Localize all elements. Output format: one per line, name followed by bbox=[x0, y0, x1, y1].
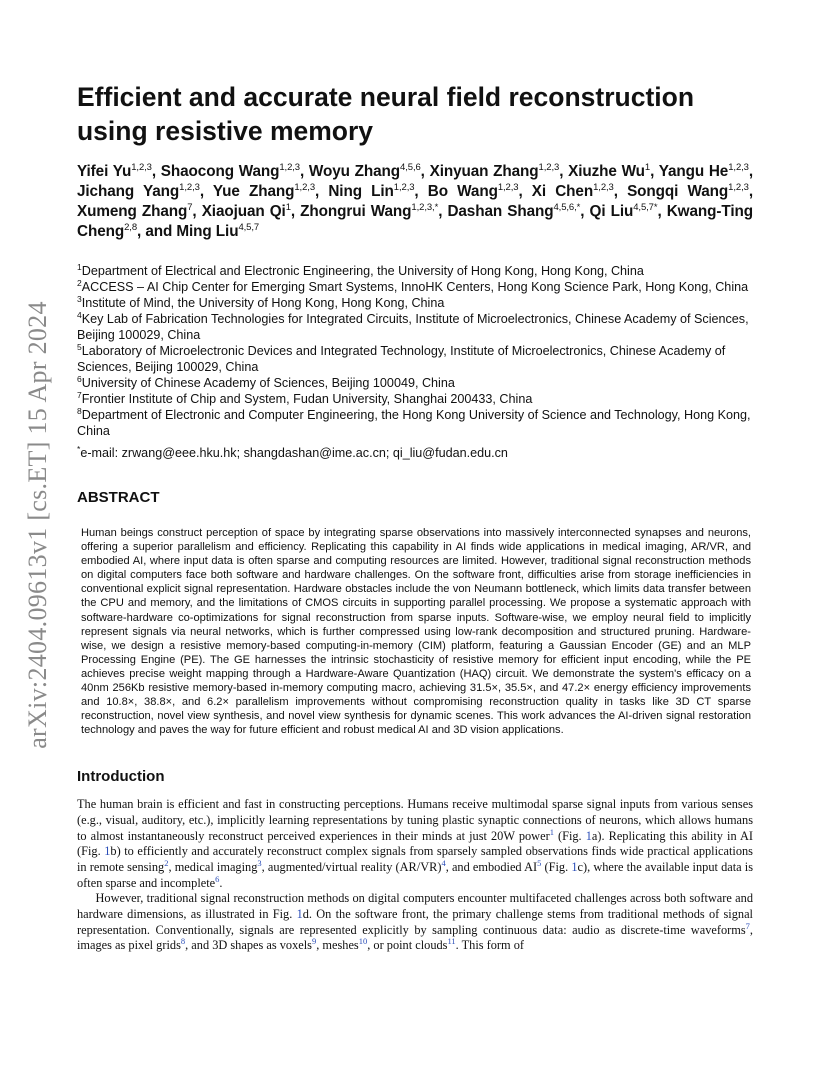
author-affiliation-marker: 1,2,3 bbox=[728, 162, 749, 173]
figure-link[interactable]: 1 bbox=[104, 844, 111, 859]
author-affiliation-marker: 1,2,3 bbox=[279, 162, 300, 173]
author-separator: , bbox=[650, 163, 659, 180]
intro-text: . This form of bbox=[455, 938, 524, 953]
intro-text: d. On the software front, the primary challenge stems from traditional methods of signal representation. Conventionally, signals are represented explicitly by sampling continuous data: audio as discrete-time waveforms bbox=[77, 907, 753, 937]
author-affiliation-marker: 1,2,3 bbox=[728, 182, 749, 193]
author-name: Bo Wang bbox=[427, 183, 498, 200]
affiliation-text: University of Chinese Academy of Sciences, Beijing 100049, China bbox=[81, 376, 455, 390]
author-affiliation-marker: 1 bbox=[285, 202, 291, 213]
citation-link[interactable]: 2 bbox=[164, 858, 169, 869]
affiliation-item bbox=[77, 263, 753, 279]
corresponding-mark: * bbox=[77, 444, 81, 454]
affiliation-item bbox=[77, 311, 753, 343]
intro-text: . bbox=[219, 875, 223, 890]
author-list bbox=[77, 162, 753, 242]
abstract-heading: ABSTRACT bbox=[77, 489, 160, 506]
abstract-body: Human beings construct perception of space by integrating sparse observations into massively interconnected synapses and neurons, offering a superior parallelism and efficiency. Replicating this capability in AI finds wide applications in medical imaging, AR/VR, and embodied AI, where input data is often sparse and computing resources are limited. However, traditional signal reconstruction methods on digital computers face both software and hardware challenges. On the software front, difficulties arise from storage inefficiencies in conventional explicit signal representation. Hardware obstacles include the von Neumann bottleneck, which limits data transfer between the CPU and memory, and the limitations of CMOS circuits in supporting parallel processing. We propose a systematic approach with software-hardware co-optimizations for signal reconstruction from sparse inputs. Software-wise, we employ neural field to implicitly represent signals via neural networks, which is further compressed using low-rank decomposition and structured pruning. Hardware-wise, we design a resistive memory-based computing-in-memory (CIM) platform, featuring a Gaussian Encoder (GE) and an MLP Processing Engine (PE). The GE harnesses the intrinsic stochasticity of resistive memory for efficient input encoding, while the PE achieves precise weight mapping through a Hardware-Aware Quantization (HAQ) circuit. We demonstrate the system's efficacy on a 40nm 256Kb resistive memory-based in-memory computing macro, achieving 31.5×, 35.5×, and 47.2× energy efficiency improvements and 10.8×, 38.8×, and 6.2× parallelism improvements without compromising reconstruction quality in tasks like 3D CT sparse reconstruction, novel view synthesis, and novel view synthesis for dynamic scenes. This work advances the AI-driven signal restoration technology and paves the way for future efficient and robust medical AI and 3D vision applications. bbox=[81, 527, 751, 737]
intro-text: b) to efficiently and accurately reconstruct complex signals from sparsely sampled observations finds wide practical applications in remote sensing bbox=[77, 844, 753, 875]
affiliation-item bbox=[77, 279, 753, 295]
author-affiliation-marker: 1,2,3,* bbox=[411, 202, 439, 213]
introduction-heading: Introduction bbox=[77, 768, 165, 786]
affiliation-list bbox=[77, 263, 753, 461]
intro-text: However, traditional signal reconstruction methods on digital computers encounter multifaceted challenges across both software and hardware dimensions, as illustrated in Fig. bbox=[77, 891, 753, 921]
citation-link[interactable]: 3 bbox=[257, 858, 262, 869]
author-separator: , bbox=[580, 203, 590, 220]
author-affiliation-marker: 1,2,3 bbox=[538, 162, 560, 173]
affiliation-number: 3 bbox=[77, 294, 82, 304]
intro-paragraph-1 bbox=[77, 797, 753, 891]
author-name: Shaocong Wang bbox=[160, 163, 280, 180]
author-affiliation-marker: 2,8 bbox=[124, 222, 138, 233]
author-name: Songqi Wang bbox=[627, 183, 729, 200]
author-affiliation-marker: 4,5,7* bbox=[633, 202, 658, 213]
intro-text: The human brain is efficient and fast in constructing perceptions. Humans receive multimodal sparse signal inputs from various senses (e.g., visual, auditory, etc.), implicitly learning representations by tuning plastic synaptic connections of neurons, which allows humans to almost instantaneously reconstruct perceived experiences in their minds at just 20W power bbox=[77, 797, 753, 843]
author-affiliation-marker: 1,2,3 bbox=[593, 182, 614, 193]
author-separator: , bbox=[748, 163, 754, 180]
citation-link[interactable]: 1 bbox=[549, 826, 554, 837]
author-name: Xumeng Zhang bbox=[77, 203, 188, 220]
intro-text: , augmented/virtual reality (AR/VR) bbox=[261, 860, 442, 875]
intro-text: , and 3D shapes as voxels bbox=[185, 938, 312, 953]
author-separator: , bbox=[518, 183, 532, 200]
author-affiliation-marker: 1,2,3 bbox=[294, 182, 316, 193]
author-affiliation-marker: 7 bbox=[187, 202, 193, 213]
affiliation-item bbox=[77, 407, 753, 439]
citation-link[interactable]: 4 bbox=[441, 858, 446, 869]
author-separator: , bbox=[300, 163, 309, 180]
affiliation-item bbox=[77, 343, 753, 375]
author-name: Ming Liu bbox=[176, 223, 239, 240]
author-affiliation-marker: 4,5,6 bbox=[400, 162, 421, 173]
citation-link[interactable]: 11 bbox=[447, 936, 456, 947]
intro-text: (Fig. bbox=[541, 860, 572, 875]
affiliation-number: 6 bbox=[77, 374, 82, 384]
citation-link[interactable]: 9 bbox=[311, 936, 317, 947]
author-separator: , bbox=[657, 203, 667, 220]
author-name: Zhongrui Wang bbox=[300, 203, 412, 220]
author-separator: , bbox=[438, 203, 448, 220]
affiliation-text: Frontier Institute of Chip and System, Fudan University, Shanghai 200433, China bbox=[81, 392, 533, 406]
author-name: Dashan Shang bbox=[447, 203, 554, 220]
paper-page bbox=[77, 80, 753, 954]
affiliation-text: Key Lab of Fabrication Technologies for Integrated Circuits, Institute of Microelectronics, Chinese Academy of Sciences, Beijing 100029, China bbox=[77, 312, 749, 342]
affiliation-item bbox=[77, 375, 753, 391]
author-separator: , bbox=[192, 203, 202, 220]
author-name: Woyu Zhang bbox=[308, 163, 401, 180]
corresponding-email bbox=[77, 445, 753, 461]
author-name: Yangu He bbox=[658, 163, 729, 180]
intro-paragraph-2 bbox=[77, 891, 753, 954]
citation-link[interactable]: 7 bbox=[745, 920, 750, 931]
affiliation-text: ACCESS – AI Chip Center for Emerging Smart Systems, InnoHK Centers, Hong Kong Science Park, Hong Kong, China bbox=[81, 280, 749, 294]
author-affiliation-marker: 1,2,3 bbox=[393, 182, 415, 193]
intro-text: , and embodied AI bbox=[445, 860, 538, 875]
affiliation-text: Laboratory of Microelectronic Devices and Integrated Technology, Institute of Microelectronics, Chinese Academy of Sciences, Beijing 100029, China bbox=[77, 344, 726, 374]
affiliation-text: Department of Electronic and Computer Engineering, the Hong Kong University of Science and Technology, Hong Kong, China bbox=[77, 408, 751, 438]
email-text: e-mail: zrwang@eee.hku.hk; shangdashan@ime.ac.cn; qi_liu@fudan.edu.cn bbox=[80, 446, 508, 460]
affiliation-text: Department of Electrical and Electronic Engineering, the University of Hong Kong, Hong Kong, China bbox=[81, 264, 644, 278]
intro-text: , images as pixel grids bbox=[77, 922, 753, 953]
author-name: Xiuzhe Wu bbox=[568, 163, 645, 180]
arxiv-stamp bbox=[18, 290, 58, 760]
author-separator: , bbox=[315, 183, 329, 200]
author-affiliation-marker: 1,2,3 bbox=[179, 182, 200, 193]
introduction-body bbox=[77, 797, 753, 954]
paper-title: Efficient and accurate neural field reconstruction using resistive memory bbox=[77, 82, 695, 146]
affiliation-number: 8 bbox=[77, 406, 82, 416]
author-affiliation-marker: 1,2,3 bbox=[497, 182, 519, 193]
intro-text: , medical imaging bbox=[168, 860, 258, 875]
intro-text: , or point clouds bbox=[367, 938, 448, 953]
intro-text: , meshes bbox=[316, 938, 359, 953]
author-separator: , bbox=[199, 183, 213, 200]
author-separator: , bbox=[420, 163, 430, 180]
intro-text: a). Replicating this ability in AI (Fig. bbox=[77, 828, 754, 859]
citation-link[interactable]: 10 bbox=[358, 936, 368, 947]
author-separator: , bbox=[748, 183, 753, 200]
citation-link[interactable]: 6 bbox=[215, 873, 220, 884]
intro-text: c), where the available input data is often sparse and incomplete bbox=[77, 860, 754, 890]
author-name: Xiaojuan Qi bbox=[201, 203, 286, 220]
affiliation-item bbox=[77, 295, 753, 311]
author-affiliation-marker: 1 bbox=[644, 162, 651, 173]
figure-link[interactable]: 1 bbox=[571, 860, 578, 875]
affiliation-number: 1 bbox=[77, 262, 82, 272]
affiliation-number: 4 bbox=[77, 310, 82, 320]
author-separator: , bbox=[290, 203, 301, 220]
author-name: Ning Lin bbox=[328, 183, 394, 200]
citation-link[interactable]: 5 bbox=[537, 858, 542, 869]
author-affiliation-marker: 4,5,6,* bbox=[553, 202, 581, 213]
author-name: Yue Zhang bbox=[212, 183, 295, 200]
author-name: Xi Chen bbox=[531, 183, 594, 200]
author-separator: , and bbox=[137, 223, 177, 240]
affiliation-item bbox=[77, 391, 753, 407]
author-separator: , bbox=[559, 163, 569, 180]
author-separator: , bbox=[613, 183, 628, 200]
arxiv-identifier: arXiv:2404.09613v1 [cs.ET] 15 Apr 2024 bbox=[23, 301, 52, 749]
citation-link[interactable]: 8 bbox=[180, 936, 186, 947]
affiliation-text: Institute of Mind, the University of Hong Kong, Hong Kong, China bbox=[81, 296, 445, 310]
figure-link[interactable]: 1 bbox=[296, 907, 303, 921]
affiliation-number: 7 bbox=[77, 390, 82, 400]
intro-text: (Fig. bbox=[553, 828, 586, 843]
author-affiliation-marker: 1,2,3 bbox=[131, 162, 152, 173]
affiliation-number: 2 bbox=[77, 278, 82, 288]
author-name: Xinyuan Zhang bbox=[429, 163, 539, 180]
author-affiliation-marker: 4,5,7 bbox=[238, 222, 260, 233]
figure-link[interactable]: 1 bbox=[585, 828, 592, 843]
author-separator: , bbox=[151, 163, 161, 180]
author-name: Qi Liu bbox=[589, 203, 634, 220]
author-name: Yifei Yu bbox=[77, 163, 132, 180]
author-name: Jichang Yang bbox=[77, 183, 180, 200]
author-separator: , bbox=[414, 183, 428, 200]
author-name: Kwang-Ting Cheng bbox=[77, 203, 753, 240]
affiliation-number: 5 bbox=[77, 342, 82, 352]
